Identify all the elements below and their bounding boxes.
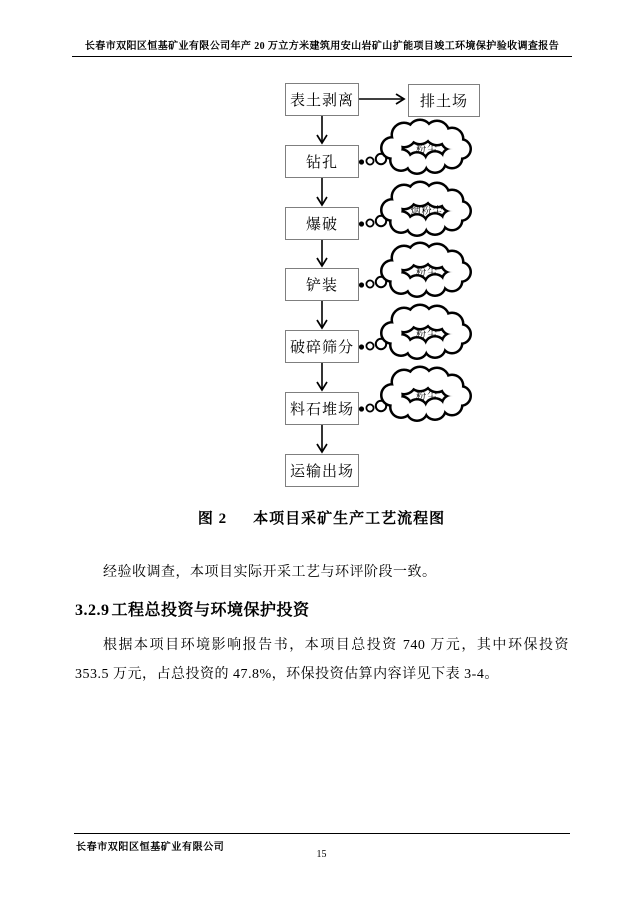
flow-box-label: 表土剥离 bbox=[289, 93, 354, 109]
flow-box-transport-out bbox=[285, 454, 359, 487]
cloud-label: 烟粉尘 bbox=[410, 206, 444, 217]
flow-box-label: 运输出场 bbox=[289, 464, 354, 480]
flow-box-topsoil-stripping bbox=[285, 83, 359, 116]
flow-box-drilling bbox=[285, 145, 359, 178]
figure-number: 图 2 bbox=[197, 511, 228, 527]
page-number: 15 bbox=[316, 849, 327, 860]
footer-rule bbox=[74, 833, 570, 834]
flow-box-waste-dump bbox=[408, 84, 480, 117]
flow-box-label: 排土场 bbox=[419, 94, 468, 110]
section-heading-3-2-9 bbox=[75, 600, 569, 622]
flow-box-crushing-screening bbox=[285, 330, 359, 363]
dust-cloud-bubble-shovel-loading bbox=[358, 241, 476, 299]
flow-box-label: 爆破 bbox=[305, 217, 338, 233]
flow-box-stone-stockpile bbox=[285, 392, 359, 425]
cloud-label: 粉尘 bbox=[416, 267, 438, 278]
flow-box-blasting bbox=[285, 207, 359, 240]
cloud-label: 粉尘 bbox=[416, 391, 438, 402]
dust-cloud-bubble-stockpile bbox=[358, 365, 476, 423]
flow-box-shovel-loading bbox=[285, 268, 359, 301]
section-title: 工程总投资与环境保护投资 bbox=[111, 602, 310, 619]
cloud-label: 粉尘 bbox=[416, 144, 438, 155]
flow-box-label: 破碎筛分 bbox=[289, 340, 354, 356]
dust-cloud-bubble-crushing bbox=[358, 303, 476, 361]
figure-caption bbox=[0, 507, 643, 528]
page-header-title: 长春市双阳区恒基矿业有限公司年产 20 万立方米建筑用安山岩矿山扩能项目竣工环境保护验收调查报告 bbox=[72, 37, 572, 57]
footer-company: 长春市双阳区恒基矿业有限公司 bbox=[76, 842, 225, 853]
paragraph-investment: 根据本项目环境影响报告书，本项目总投资 740 万元，其中环保投资 353.5 万元，占总投资的 47.8%，环保投资估算内容详见下表 3-4。 bbox=[75, 638, 569, 682]
flow-box-label: 料石堆场 bbox=[289, 402, 354, 418]
section-number: 3.2.9 bbox=[75, 602, 110, 619]
body-text bbox=[75, 562, 569, 689]
figure-title: 本项目采矿生产工艺流程图 bbox=[253, 511, 446, 527]
flow-box-label: 钻孔 bbox=[305, 155, 338, 171]
paragraph-survey-conclusion: 经验收调查，本项目实际开采工艺与环评阶段一致。 bbox=[103, 565, 437, 580]
dust-cloud-bubble-drilling bbox=[358, 118, 476, 176]
dust-cloud-bubble-blasting bbox=[358, 180, 476, 238]
cloud-label: 粉尘 bbox=[416, 329, 438, 340]
flow-box-label: 铲装 bbox=[305, 278, 338, 294]
